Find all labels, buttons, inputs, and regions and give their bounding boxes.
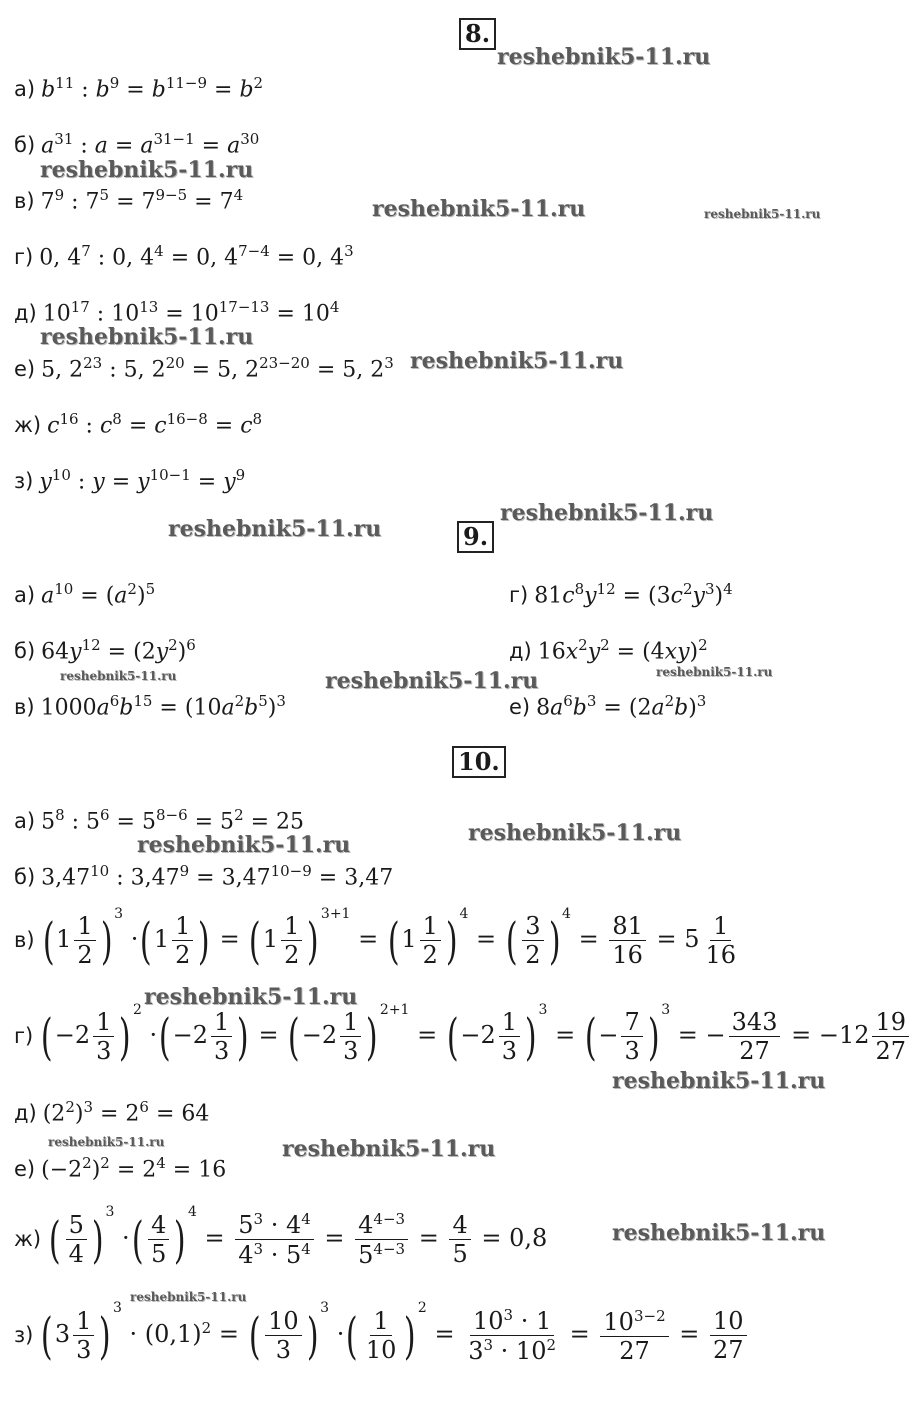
section-number-8: 8. [459, 18, 496, 50]
watermark: reshebnik5-11.ru [282, 1136, 496, 1162]
watermark: reshebnik5-11.ru [48, 1135, 165, 1149]
p8-b: б) $a^{31}$ : $a = a^{31-1} = a^{30}$ [14, 130, 260, 159]
p8-zh: ж) $c^{16}$ : $c^8 = c^{16-8} = c^8$ [14, 410, 263, 439]
p9-v: в) $1000a^6b^{15} = (10a^2b^5)^3$ [14, 692, 286, 721]
watermark: reshebnik5-11.ru [130, 1290, 247, 1304]
watermark: reshebnik5-11.ru [40, 157, 254, 183]
p10-g: г) (−2 $\frac{1}{3}$ ) $^2$ ·(−2 $\frac{1}{3}$ ) = (−2 $\frac{1}{3}$ ) $^{2+1}$ = (−2 $\frac{1}{3}$ ) $^3$ = (− $\frac{7}{3}$ ) $^3$ = − $\frac{343}{27}$ = −12 $\frac{19}{27}$ [14, 1010, 912, 1063]
p9-d: д) $16x^2y^2 = (4xy)^2$ [509, 636, 708, 665]
p10-a: а) $5^8$ : $5^6 = 5^{8-6} = 5^2 = 25$ [14, 806, 305, 835]
watermark: reshebnik5-11.ru [372, 196, 586, 222]
p8-g: г) 0, $4^7$ : 0, $4^4 = 0$, $4^{7-4} = 0$, $4^3$ [14, 242, 354, 271]
watermark: reshebnik5-11.ru [325, 668, 539, 694]
p10-v: в) (1 $\frac{1}{2}$ ) $^3$ ·(1 $\frac{1}{2}$ ) = (1 $\frac{1}{2}$ ) $^{3+1}$ = (1 $\frac{1}{2}$ ) $^4$ = ( $\frac{3}{2}$ ) $^4$ = $\frac{81}{16}$ = 5 $\frac{1}{16}$ [14, 906, 737, 970]
section-number-10: 10. [452, 746, 506, 778]
p8-d: д) $10^{17}$ : $10^{13} = 10^{17-13} = 10^4$ [14, 298, 340, 327]
section-number-9: 9. [457, 521, 494, 553]
p10-z: з) (3 $\frac{1}{3}$ ) $^3 \cdot (0,1)^2$ = ( $\frac{10}{3}$ ) $^3$ ·( $\frac{1}{10}$ ) $^2$ = $\frac{10^3 \cdot 1}{3^3 \cdot 10^2}$ = $\frac{10^{3-2}}{27}$ = $\frac{10}{27}$ [14, 1308, 750, 1363]
p8-a: а) $b^{11}$ : $b^9 = b^{11-9} = b^2$ [14, 74, 264, 103]
p8-z: з) $y^{10}$ : $y = y^{10-1} = y^9$ [14, 466, 246, 495]
watermark: reshebnik5-11.ru [497, 44, 711, 70]
watermark: reshebnik5-11.ru [612, 1068, 826, 1094]
p10-e: е) $(-2^2)^2 = 2^4 = 16$ [14, 1154, 227, 1183]
watermark: reshebnik5-11.ru [656, 665, 773, 679]
p10-b: б) 3,47$^{10}$ : $3,47^9 = 3,47^{10-9} = 3,47$ [14, 862, 394, 891]
p8-e: е) 5, $2^{23}$ : 5, $2^{20} = 5$, $2^{23-20} = 5$, $2^3$ [14, 354, 394, 383]
watermark: reshebnik5-11.ru [144, 984, 358, 1010]
p9-b: б) $64y^{12} = (2y^2)^6$ [14, 636, 196, 665]
p8-v: в) $7^9$ : $7^5 = 7^{9-5} = 7^4$ [14, 186, 244, 215]
watermark: reshebnik5-11.ru [168, 516, 382, 542]
watermark: reshebnik5-11.ru [704, 207, 821, 221]
p9-e: е) $8a^6b^3 = (2a^2b)^3$ [509, 692, 707, 721]
p9-g: г) $81c^8y^{12} = (3c^2y^3)^4$ [509, 580, 733, 609]
watermark: reshebnik5-11.ru [468, 820, 682, 846]
watermark: reshebnik5-11.ru [612, 1220, 826, 1246]
watermark: reshebnik5-11.ru [500, 500, 714, 526]
p9-a: а) $a^{10} = (a^2)^5$ [14, 580, 156, 609]
p10-zh: ж) ( $\frac{5}{4}$ ) $^3$ ·( $\frac{4}{5}$ ) $^4$ = $\frac{5^3 \cdot 4^4}{4^3 \cdot 5^4}$ = $\frac{4^{4-3}}{5^{4-3}}$ = $\frac{4}{5}$ = 0,8 [14, 1204, 548, 1269]
watermark: reshebnik5-11.ru [137, 832, 351, 858]
p10-d: д) $(2^2)^3 = 2^6 = 64$ [14, 1098, 210, 1127]
watermark: reshebnik5-11.ru [60, 669, 177, 683]
watermark: reshebnik5-11.ru [40, 324, 254, 350]
watermark: reshebnik5-11.ru [410, 348, 624, 374]
